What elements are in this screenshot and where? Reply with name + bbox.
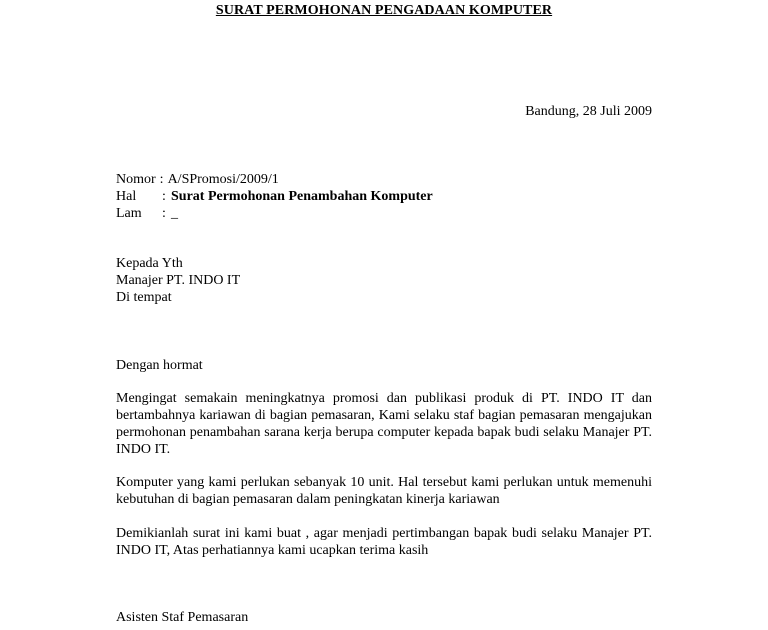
body-paragraph-2: Komputer yang kami perlukan sebanyak 10 unit. Hal tersebut kami perlukan untuk memenuhi kebutuhan di bagian pemasaran dalam peningkatan kinerja kariawan — [116, 475, 652, 507]
greeting: Dengan hormat — [116, 358, 203, 373]
hal-label: Hal — [116, 189, 137, 204]
recipient-line-1: Kepada Yth — [116, 256, 183, 271]
nomor-value: A/SPromosi/2009/1 — [167, 172, 279, 187]
hal-value: Surat Permohonan Penambahan Komputer — [171, 189, 433, 204]
letter-title: SURAT PERMOHONAN PENGADAAN KOMPUTER — [215, 3, 553, 18]
hal-colon: : — [162, 189, 166, 204]
nomor-colon: : — [159, 172, 164, 187]
recipient-line-2: Manajer PT. INDO IT — [116, 273, 241, 288]
meta-row-hal — [116, 188, 433, 205]
nomor-label: Nomor — [116, 172, 156, 187]
body-paragraph-3: Demikianlah surat ini kami buat , agar menjadi pertimbangan bapak budi selaku Manajer PT. INDO IT, Atas perhatiannya kami ucapkan terima kasih — [116, 526, 652, 558]
letter-date: Bandung, 28 Juli 2009 — [525, 104, 652, 119]
recipient-block — [116, 255, 240, 306]
lam-label: Lam — [116, 206, 142, 221]
body-paragraph-1: Mengingat semakain meningkatnya promosi dan publikasi produk di PT. INDO IT dan bertambahnya kariawan di bagian pemasaran, Kami selaku staf bagian pemasaran mengajukan permohonan penambahan sarana kerja berupa computer kepada bapak budi selaku Manajer PT. INDO IT. — [116, 391, 652, 457]
lam-value: _ — [171, 206, 178, 221]
meta-row-nomor — [116, 171, 433, 188]
recipient-line-3: Di tempat — [116, 290, 172, 305]
signoff: Asisten Staf Pemasaran — [116, 610, 249, 625]
meta-row-lam — [116, 205, 433, 222]
letter-meta — [116, 171, 433, 222]
lam-colon: : — [162, 206, 166, 221]
